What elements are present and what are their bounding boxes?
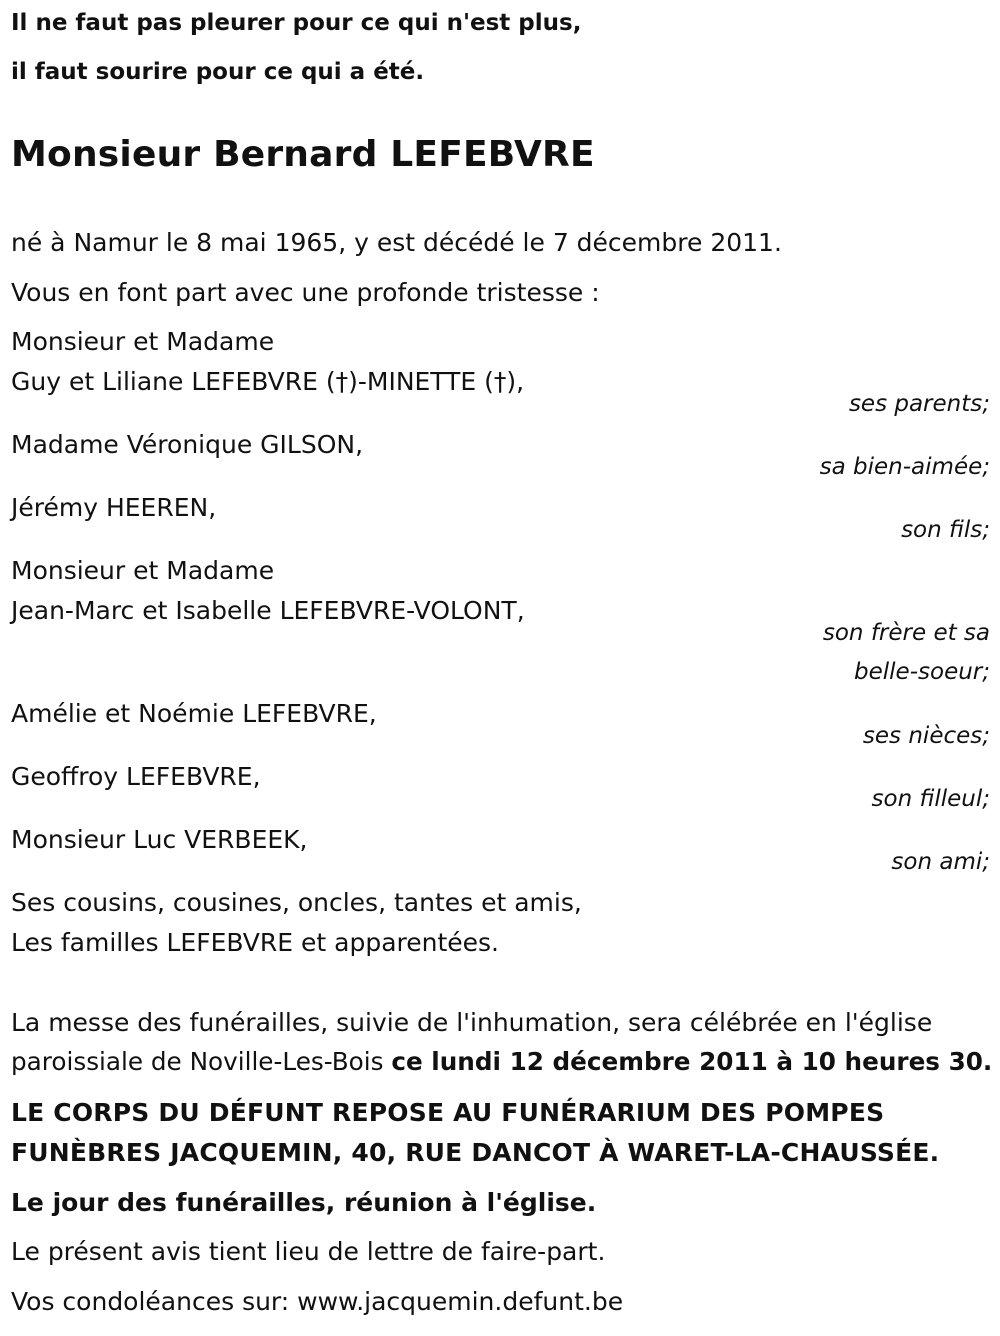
birth-death-line: né à Namur le 8 mai 1965, y est décédé le 7 décembre 2011. bbox=[11, 228, 782, 257]
others-line-1: Ses cousins, cousines, oncles, tantes et amis, bbox=[11, 888, 582, 917]
relation-godson: son filleul; bbox=[871, 786, 990, 812]
relation-nieces: ses nièces; bbox=[862, 723, 990, 749]
others-line-2: Les familles LEFEBVRE et apparentées. bbox=[11, 928, 500, 957]
condolences-label: Vos condoléances sur: bbox=[11, 1287, 298, 1316]
intro-line: Vous en font part avec une profonde tristesse : bbox=[11, 278, 600, 307]
family-partner-line: Madame Véronique GILSON, bbox=[11, 430, 364, 459]
relation-partner: sa bien-aimée; bbox=[819, 454, 990, 480]
relation-brother-line-2: belle-soeur; bbox=[854, 659, 990, 685]
funeral-line-2 bbox=[11, 1047, 992, 1076]
relation-friend: son ami; bbox=[891, 849, 990, 875]
funeral-line-1: La messe des funérailles, suivie de l'inhumation, sera célébrée en l'église bbox=[11, 1008, 933, 1037]
meeting-line: Le jour des funérailles, réunion à l'église. bbox=[11, 1188, 597, 1217]
quote-line-1: Il ne faut pas pleurer pour ce qui n'est plus, bbox=[11, 10, 582, 36]
quote-line-2: il faut sourire pour ce qui a été. bbox=[11, 59, 425, 85]
family-parents-line-2: Guy et Liliane LEFEBVRE (†)-MINETTE (†), bbox=[11, 367, 525, 396]
deceased-name: Monsieur Bernard LEFEBVRE bbox=[11, 134, 595, 175]
family-parents-line-1: Monsieur et Madame bbox=[11, 327, 275, 356]
family-brother-line-2: Jean-Marc et Isabelle LEFEBVRE-VOLONT, bbox=[11, 596, 525, 625]
relation-son: son fils; bbox=[901, 517, 990, 543]
family-brother-line-1: Monsieur et Madame bbox=[11, 556, 275, 585]
family-son-line: Jérémy HEEREN, bbox=[11, 493, 217, 522]
condolences-url[interactable]: www.jacquemin.defunt.be bbox=[297, 1287, 624, 1316]
notice-line-2: FUNÈBRES JACQUEMIN, 40, RUE DANCOT À WARET-LA-CHAUSSÉE. bbox=[11, 1138, 940, 1167]
notice-line-1: LE CORPS DU DÉFUNT REPOSE AU FUNÉRARIUM DES POMPES bbox=[11, 1098, 885, 1127]
relation-brother-line-1: son frère et sa bbox=[822, 620, 990, 646]
avis-line: Le présent avis tient lieu de lettre de faire-part. bbox=[11, 1237, 606, 1266]
family-godson-line: Geoffroy LEFEBVRE, bbox=[11, 762, 261, 791]
condolences-line bbox=[11, 1287, 623, 1316]
relation-parents: ses parents; bbox=[848, 391, 990, 417]
family-friend-line: Monsieur Luc VERBEEK, bbox=[11, 825, 308, 854]
family-nieces-line: Amélie et Noémie LEFEBVRE, bbox=[11, 699, 377, 728]
funeral-location: paroissiale de Noville-Les-Bois bbox=[11, 1047, 392, 1076]
funeral-date-time: ce lundi 12 décembre 2011 à 10 heures 30. bbox=[391, 1047, 993, 1076]
